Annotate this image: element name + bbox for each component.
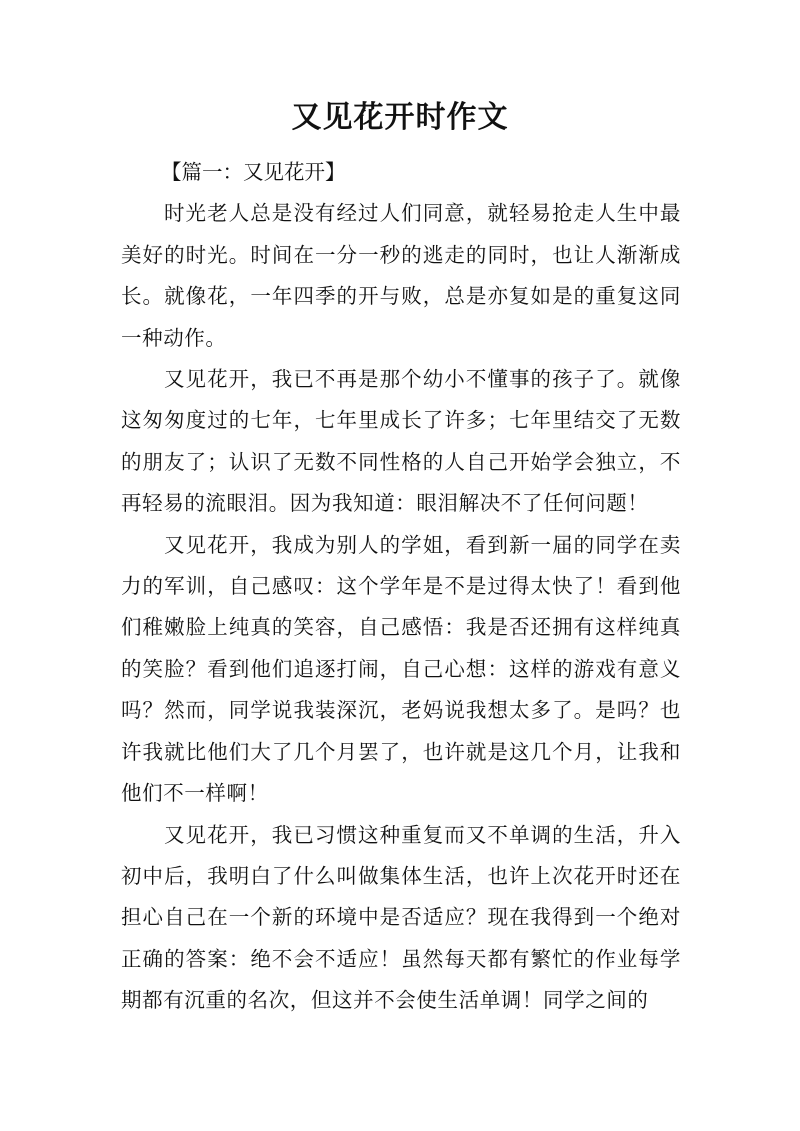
paragraph-3: 又见花开，我成为别人的学姐，看到新一届的同学在卖力的军训，自己感叹：这个学年是不是过得太快了！看到他们稚嫩脸上纯真的笑容，自己感悟：我是否还拥有这样纯真的笑脸？看到他们追逐打闹，自己心想：这样的游戏有意义吗？然而，同学说我装深沉，老妈说我想太多了。是吗？也许我就比他们大了几个月罢了，也许就是这几个月，让我和他们不一样啊！	[121, 532, 681, 806]
paragraph-4: 又见花开，我已习惯这种重复而又不单调的生活，升入初中后，我明白了什么叫做集体生活，也许上次花开时还在担心自己在一个新的环境中是否适应？现在我得到一个绝对正确的答案：绝不会不适应！虽然每天都有繁忙的作业每学期都有沉重的名次，但这并不会使生活单调！同学之间的	[121, 822, 681, 1013]
paragraph-2: 又见花开，我已不再是那个幼小不懂事的孩子了。就像这匆匆度过的七年，七年里成长了许多；七年里结交了无数的朋友了；认识了无数不同性格的人自己开始学会独立，不再轻易的流眼泪。因为我知道：眼泪解决不了任何问题！	[121, 367, 681, 516]
paragraph-1: 时光老人总是没有经过人们同意，就轻易抢走人生中最美好的时光。时间在一分一秒的逃走的同时，也让人渐渐成长。就像花，一年四季的开与败，总是亦复如是的重复这同一种动作。	[121, 201, 681, 350]
page-title: 又见花开时作文	[291, 100, 509, 135]
section-heading: 【篇一：又见花开】	[161, 160, 346, 184]
essay-body	[121, 152, 681, 1022]
